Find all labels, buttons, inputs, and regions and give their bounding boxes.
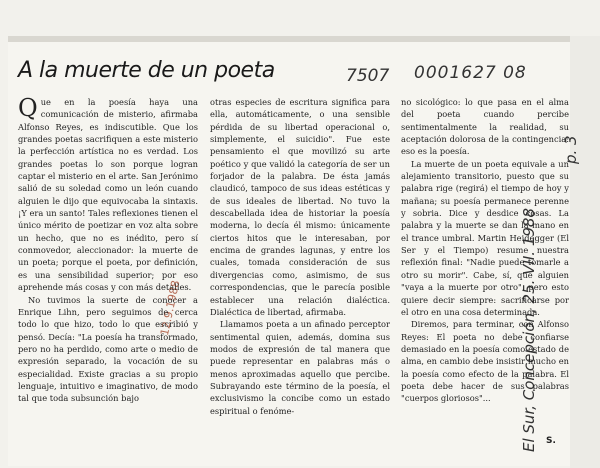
right-margin bbox=[570, 36, 600, 468]
paragraph: Llamamos poeta a un afinado perceptor sentimental quien, además, domina sus modos de expresión de tal manera que puede representar en palabras más o menos aproximadas aquello que percibe. Subrayando este término de la poesía, el exclusivismo la concibe como un estado espiritual o fenóme- bbox=[210, 319, 390, 416]
paragraph bbox=[18, 96, 198, 294]
paragraph: La muerte de un poeta equivale a un alejamiento transitorio, puesto que su palabra rige (regirá) el tiempo de hoy y mañana; su poesía permanece perenne y sobria. Dice y desdice cosas. La palabra y la muerte se dan la mano en el trance umbral. Martin Heidegger (El Ser y el Tiempo) resume nuestra reflexión final: "Nadie puede tomarle a otro su morir". Cabe, sí, que alguien "vaya a la muerte por otro", pero esto quiere decir siempre: sacrificarse por el otro en una cosa determinada. bbox=[401, 158, 569, 317]
handwritten-page-number: p. 3 bbox=[562, 135, 580, 164]
paragraph: No tuvimos la suerte de conocer a Enrique Lihn, pero seguimos de cerca todo lo que hizo, todo lo que escribió y pensó. Decía: "La poesía ha transformado, pero no ha perdido, como arte o medio de expresión separado, la vocación de su especialidad. Existe gracias a su propio lenguaje, intuitivo e imaginativo, de modo tal que toda subsunción bajo bbox=[18, 294, 198, 404]
paragraph-text: ue en la poesía haya una comunicación de misterio, afirmaba Alfonso Reyes, es indiscutible. Que los grandes poetas sacrifiquen a este misterio la perfección artística no es verdad. Los grandes poetas lo son porque logran captar el misterio en el arte. San Jerónimo salió de su soledad como un león cuando alguien le dijo que equivocaba la sintaxis. ¡Y era un santo! Tales reflexiones tienen el único mérito de poetizar en voz alta sobre un hecho, que no es inédito, pero sí conmovedor, aleccionador: la muerte de un poeta; porque el poeta, por definición, es una sensibilidad superior; por eso aprehende más cosas y con más detalles. bbox=[18, 97, 198, 293]
handwritten-source-date: El Sur, Concepción, 25. VII. 1988 bbox=[520, 208, 538, 452]
date-stamp: 12.9.1988 bbox=[158, 279, 183, 337]
author-signature: S. bbox=[546, 436, 556, 446]
article-column-2 bbox=[210, 96, 390, 417]
article-title: A la muerte de un poeta bbox=[18, 58, 275, 83]
handwritten-code-left: 7507 bbox=[346, 66, 390, 86]
paragraph: no sicológico: lo que pasa en el alma del poeta cuando percibe sentimentalmente la realidad, su aceptación dolorosa de la contingencia: eso es la poesía. bbox=[401, 97, 569, 157]
article-column-1 bbox=[18, 96, 198, 405]
paragraph: otras especies de escritura significa para ella, automáticamente, o una sensible pérdida de su libertad operacional o, simplemente, el suicidio". Fue este pensamiento el que movilizó su arte poético y que validó la categoría de ser un forjador de la palabra. De ésta jamás claudicó, tampoco de sus ideas estéticas y de sus ideales de libertad. No tuvo la descabellada idea de historiar la poesía moderna, lo decía él mismo: únicamente ciertos hitos que le interesaban, por encima de grandes lagunas, y entre los cuales, tomada consideración de sus divergencias como, asimismo, de sus correspondencias, que le parecía posible establecer una relación dialéctica. Dialéctica de libertad, afirmaba. bbox=[210, 97, 390, 317]
drop-cap: Q bbox=[18, 94, 38, 122]
clipping-top-edge bbox=[8, 36, 570, 42]
handwritten-code-right: 0001627 08 bbox=[414, 63, 527, 83]
paragraph: Diremos, para terminar, con Alfonso Reyes: El poeta no debe confiarse demasiado en la poesía como estado de alma, en cambio debe insistir mucho en la poesía como efecto de la palabra. El poeta debe hacer de sus palabras "cuerpos gloriosos"... bbox=[401, 319, 569, 404]
article-column-3 bbox=[401, 96, 569, 405]
